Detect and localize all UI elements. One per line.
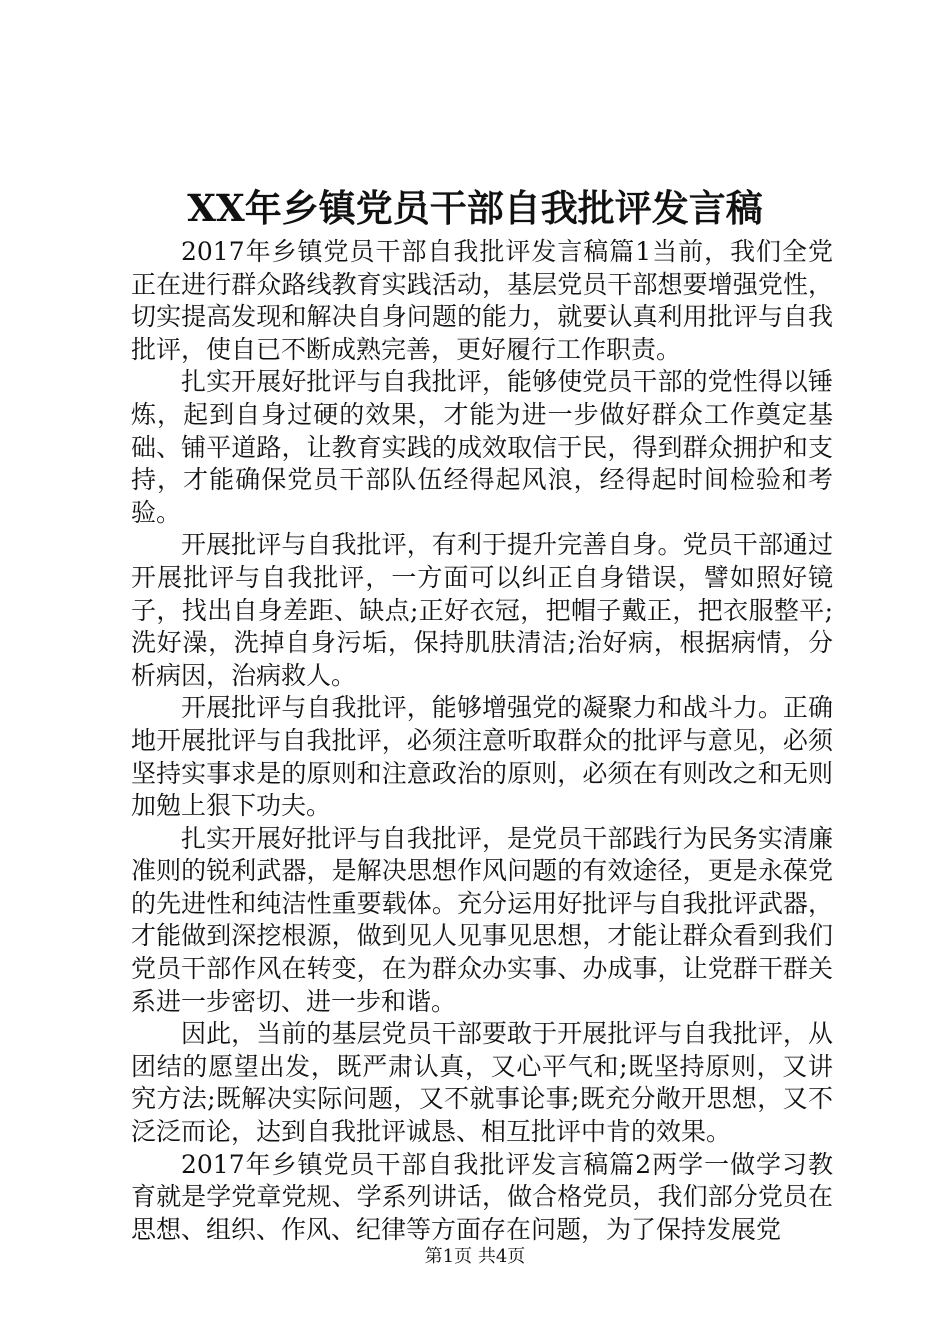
paragraph-6: 因此，当前的基层党员干部要敢于开展批评与自我批评，从团结的愿望出发，既严肃认真，又心平气和;既坚持原则，又讲究方法;既解决实际问题，又不就事论事;既充分敞开思想，又不泛泛而论，达到自我批评诚恳、相互批评中肯的效果。 [131, 1019, 833, 1147]
paragraph-3: 开展批评与自我批评，有利于提升完善自身。党员干部通过开展批评与自我批评，一方面可以纠正自身错误，譬如照好镜子，找出自身差距、缺点;正好衣冠，把帽子戴正，把衣服整平;洗好澡，洗掉自身污垢，保持肌肤清洁;治好病，根据病情，分析病因，治病救人。 [131, 530, 833, 690]
paragraph-2: 扎实开展好批评与自我批评，能够使党员干部的党性得以锤炼，起到自身过硬的效果，才能为进一步做好群众工作奠定基础、铺平道路，让教育实践的成效取信于民，得到群众拥护和支持，才能确保党员干部队伍经得起风浪，经得起时间检验和考验。 [131, 367, 833, 527]
page-footer: 第1页 共4页 [424, 1246, 526, 1267]
paragraph-5: 扎实开展好批评与自我批评，是党员干部践行为民务实清廉准则的锐利武器，是解决思想作风问题的有效途径，更是永葆党的先进性和纯洁性重要载体。充分运用好批评与自我批评武器，才能做到深挖根源，做到见人见事见思想，才能让群众看到我们党员干部作风在转变，在为群众办实事、办成事，让党群干群关系进一步密切、进一步和谐。 [131, 823, 833, 1016]
paragraph-4: 开展批评与自我批评，能够增强党的凝聚力和战斗力。正确地开展批评与自我批评，必须注意听取群众的批评与意见，必须坚持实事求是的原则和注意政治的原则，必须在有则改之和无则加勉上狠下功夫。 [131, 693, 833, 821]
paragraph-7: 2017年乡镇党员干部自我批评发言稿篇2两学一做学习教育就是学党章党规、学系列讲话，做合格党员，我们部分党员在思想、组织、作风、纪律等方面存在问题，为了保持发展党 [131, 1149, 833, 1244]
paragraph-1: 2017年乡镇党员干部自我批评发言稿篇1当前，我们全党正在进行群众路线教育实践活动，基层党员干部想要增强党性，切实提高发现和解决自身问题的能力，就要认真利用批评与自我批评，使自已不断成熟完善，更好履行工作职责。 [131, 237, 833, 364]
page-title: XX年乡镇党员干部自我批评发言稿 [187, 186, 763, 230]
document-body [131, 236, 833, 1246]
